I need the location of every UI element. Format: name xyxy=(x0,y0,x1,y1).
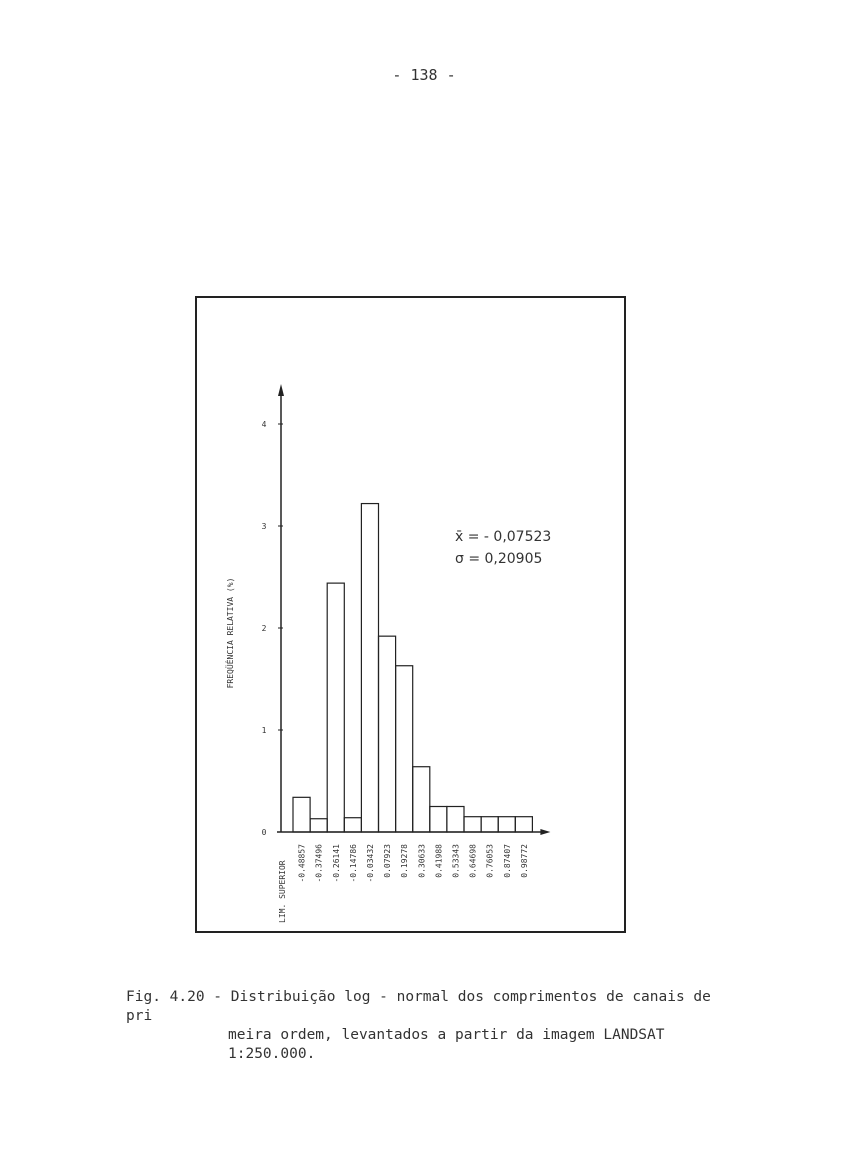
x-tick-label: 0.07923 xyxy=(383,844,393,878)
figure-caption xyxy=(126,988,726,1064)
histogram-bar xyxy=(310,819,327,832)
x-tick-label: 0.87407 xyxy=(502,844,512,878)
page-number: - 138 - xyxy=(392,66,456,84)
histogram-bar xyxy=(413,767,430,832)
x-tick-label: 0.41988 xyxy=(434,844,444,878)
histogram-bar xyxy=(498,817,515,832)
x-axis-arrow xyxy=(540,829,550,835)
x-tick-label: 0.98772 xyxy=(519,844,529,878)
histogram-bar xyxy=(464,817,481,832)
x-axis-label: LIM. SUPERIOR xyxy=(278,860,287,923)
histogram-chart xyxy=(197,298,624,931)
histogram-bar xyxy=(515,817,532,832)
y-axis-arrow xyxy=(278,384,284,396)
figure-frame xyxy=(195,296,626,933)
x-tick-label: 0.64698 xyxy=(468,844,478,878)
x-tick-label: -0.37496 xyxy=(314,844,324,883)
histogram-bar xyxy=(481,817,498,832)
histogram-bar xyxy=(344,818,361,832)
x-tick-label: 0.30633 xyxy=(417,844,427,878)
caption-line-1: Fig. 4.20 - Distribuição log - normal dos comprimentos de canais de pri xyxy=(126,989,711,1024)
x-tick-labels xyxy=(298,844,529,883)
histogram-bar xyxy=(293,797,310,832)
x-tick-label: -0.26141 xyxy=(331,844,341,883)
sigma-annotation: σ = 0,20905 xyxy=(455,551,543,567)
y-tick-label: 0 xyxy=(261,828,267,837)
x-tick-label: -0.14786 xyxy=(348,844,358,883)
y-tick-labels xyxy=(262,420,283,837)
y-tick-label: 3 xyxy=(261,522,267,531)
x-tick-label: 0.53343 xyxy=(451,844,461,878)
chart-axes xyxy=(277,384,550,835)
x-tick-label: -0.03432 xyxy=(365,844,375,883)
histogram-bar xyxy=(361,504,378,832)
histogram-bar xyxy=(430,807,447,833)
histogram-bar xyxy=(379,636,396,832)
mean-annotation: x̄ = - 0,07523 xyxy=(455,529,552,545)
histogram-bar xyxy=(327,583,344,832)
x-tick-label: -0.48857 xyxy=(297,844,307,883)
y-tick-label: 2 xyxy=(261,624,267,633)
x-tick-label: 0.76053 xyxy=(485,844,495,878)
y-tick-label: 1 xyxy=(261,726,267,735)
x-tick-label: 0.19278 xyxy=(400,844,410,878)
caption-line-2: meira ordem, levantados a partir da imagem LANDSAT 1:250.000. xyxy=(228,1027,665,1062)
histogram-bar xyxy=(447,807,464,833)
y-tick-label: 4 xyxy=(261,420,267,429)
histogram-bar xyxy=(396,666,413,832)
y-axis-label: FREQÜÊNCIA RELATIVA (%) xyxy=(226,577,235,689)
